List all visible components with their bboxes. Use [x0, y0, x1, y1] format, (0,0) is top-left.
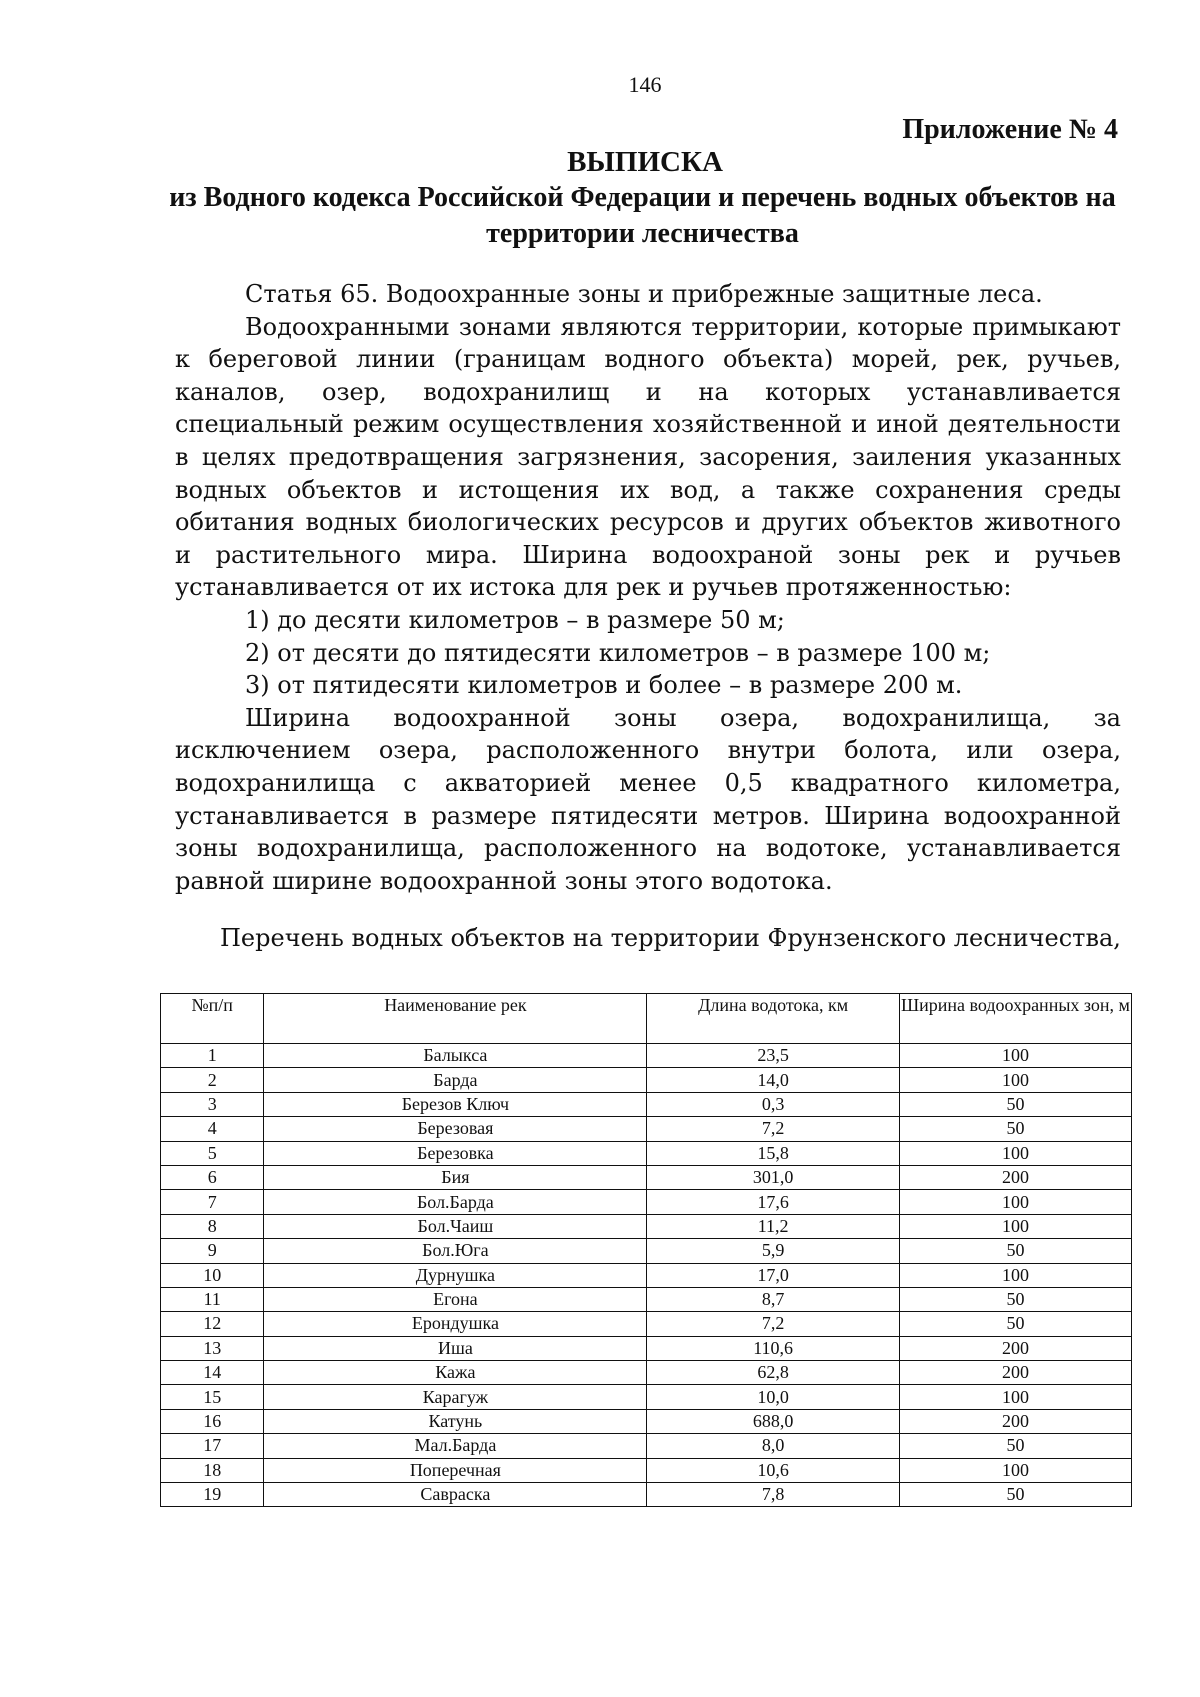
list-item: 1) до десяти километров – в размере 50 м; [245, 605, 785, 634]
table-row [161, 1165, 1132, 1189]
river-name-cell: Барда [264, 1068, 647, 1092]
length-cell: 15,8 [647, 1141, 900, 1165]
length-cell: 11,2 [647, 1214, 900, 1238]
table-row [161, 1092, 1132, 1116]
header-river-name: Наименование рек [264, 994, 647, 1044]
table-row [161, 1044, 1132, 1068]
length-cell: 14,0 [647, 1068, 900, 1092]
table-row [161, 1117, 1132, 1141]
length-cell: 17,0 [647, 1263, 900, 1287]
zone-width-cell: 200 [899, 1336, 1131, 1360]
row-number-cell: 18 [161, 1458, 264, 1482]
river-name-cell: Бол.Юга [264, 1239, 647, 1263]
river-name-cell: Березовка [264, 1141, 647, 1165]
row-number-cell: 8 [161, 1214, 264, 1238]
river-name-cell: Дурнушка [264, 1263, 647, 1287]
list-item: 2) от десяти до пятидесяти километров – в размере 100 м; [245, 638, 991, 667]
zone-width-cell: 50 [899, 1287, 1131, 1311]
length-cell: 7,8 [647, 1483, 900, 1507]
length-cell: 17,6 [647, 1190, 900, 1214]
row-number-cell: 11 [161, 1287, 264, 1311]
appendix-label: Приложение № 4 [902, 114, 1118, 145]
row-number-cell: 6 [161, 1165, 264, 1189]
row-number-cell: 16 [161, 1409, 264, 1433]
list-item: 3) от пятидесяти километров и более – в размере 200 м. [245, 671, 963, 700]
zone-width-cell: 50 [899, 1483, 1131, 1507]
document-body [175, 278, 1121, 897]
river-name-cell: Карагуж [264, 1385, 647, 1409]
table-row [161, 1483, 1132, 1507]
length-cell: 110,6 [647, 1336, 900, 1360]
length-cell: 23,5 [647, 1044, 900, 1068]
header-number: №п/п [161, 994, 264, 1044]
river-name-cell: Катунь [264, 1409, 647, 1433]
zone-width-cell: 100 [899, 1190, 1131, 1214]
page-number: 146 [628, 72, 662, 97]
row-number-cell: 10 [161, 1263, 264, 1287]
table-row [161, 1458, 1132, 1482]
zone-width-cell: 50 [899, 1117, 1131, 1141]
table-row [161, 1287, 1132, 1311]
paragraph-water-protection-zones: Водоохранными зонами являются территории, которые примыкают к береговой линии (границам водного объекта) морей, рек, ручьев, каналов, озер, водохранилищ и на которых устанавливается специальный режим осуществления хозяйственной и иной деятельности в целях предотвращения загрязнения, засорения, заиления указанных водных объектов и истощения их вод, а также сохранения среды обитания водных биологических ресурсов и других объектов животного и растительного мира. Ширина водоохраной зоны рек и ручьев устанавливается от их истока для рек и ручьев протяженностью: [175, 312, 1121, 602]
zone-width-cell: 100 [899, 1385, 1131, 1409]
zone-width-cell: 100 [899, 1214, 1131, 1238]
zone-width-cell: 50 [899, 1239, 1131, 1263]
length-cell: 10,0 [647, 1385, 900, 1409]
zone-width-cell: 200 [899, 1361, 1131, 1385]
table-caption: Перечень водных объектов на территории Фрунзенского лесничества, [220, 924, 1121, 952]
rivers-table [160, 993, 1132, 1507]
zone-width-cell: 100 [899, 1044, 1131, 1068]
row-number-cell: 14 [161, 1361, 264, 1385]
table-row [161, 1312, 1132, 1336]
river-name-cell: Кажа [264, 1361, 647, 1385]
document-title: ВЫПИСКА [567, 146, 723, 178]
table-row [161, 1141, 1132, 1165]
table-row [161, 1385, 1132, 1409]
river-name-cell: Балыкса [264, 1044, 647, 1068]
row-number-cell: 2 [161, 1068, 264, 1092]
length-cell: 688,0 [647, 1409, 900, 1433]
zone-width-cell: 50 [899, 1312, 1131, 1336]
length-cell: 0,3 [647, 1092, 900, 1116]
table-row [161, 1190, 1132, 1214]
river-name-cell: Березов Ключ [264, 1092, 647, 1116]
zone-width-cell: 100 [899, 1458, 1131, 1482]
river-name-cell: Иша [264, 1336, 647, 1360]
length-cell: 7,2 [647, 1312, 900, 1336]
zone-width-cell: 200 [899, 1409, 1131, 1433]
river-name-cell: Ерондушка [264, 1312, 647, 1336]
row-number-cell: 9 [161, 1239, 264, 1263]
table-row [161, 1068, 1132, 1092]
zone-width-cell: 100 [899, 1141, 1131, 1165]
header-length: Длина водотока, км [647, 994, 900, 1044]
table-row [161, 1409, 1132, 1433]
zone-width-cell: 50 [899, 1434, 1131, 1458]
length-cell: 5,9 [647, 1239, 900, 1263]
paragraph-lake-zones: Ширина водоохранной зоны озера, водохранилища, за исключением озера, расположенного внутри болота, или озера, водохранилища с акваторией менее 0,5 квадратного километра, устанавливается в размере пятидесяти метров. Ширина водоохранной зоны водохранилища, расположенного на водотоке, устанавливается равной ширине водоохранной зоны этого водотока. [175, 703, 1121, 895]
length-cell: 301,0 [647, 1165, 900, 1189]
river-name-cell: Савраска [264, 1483, 647, 1507]
table-row [161, 1214, 1132, 1238]
length-cell: 10,6 [647, 1458, 900, 1482]
zone-width-cell: 200 [899, 1165, 1131, 1189]
river-name-cell: Егона [264, 1287, 647, 1311]
table-row [161, 1239, 1132, 1263]
article-heading: Статья 65. Водоохранные зоны и прибрежные защитные леса. [245, 280, 1043, 308]
header-zone-width: Ширина водоохранных зон, м [899, 994, 1131, 1044]
row-number-cell: 3 [161, 1092, 264, 1116]
row-number-cell: 15 [161, 1385, 264, 1409]
river-name-cell: Березовая [264, 1117, 647, 1141]
river-name-cell: Бол.Барда [264, 1190, 647, 1214]
document-subtitle: из Водного кодекса Российской Федерации и перечень водных объектов на территории лесничества [169, 182, 1116, 249]
row-number-cell: 5 [161, 1141, 264, 1165]
table-header-row [161, 994, 1132, 1044]
zone-width-cell: 100 [899, 1263, 1131, 1287]
zone-width-cell: 50 [899, 1092, 1131, 1116]
row-number-cell: 17 [161, 1434, 264, 1458]
length-cell: 8,7 [647, 1287, 900, 1311]
zone-width-cell: 100 [899, 1068, 1131, 1092]
length-cell: 62,8 [647, 1361, 900, 1385]
table-row [161, 1263, 1132, 1287]
table-row [161, 1336, 1132, 1360]
row-number-cell: 1 [161, 1044, 264, 1068]
river-name-cell: Бол.Чаиш [264, 1214, 647, 1238]
table-row [161, 1361, 1132, 1385]
length-cell: 8,0 [647, 1434, 900, 1458]
river-name-cell: Поперечная [264, 1458, 647, 1482]
row-number-cell: 19 [161, 1483, 264, 1507]
river-name-cell: Мал.Барда [264, 1434, 647, 1458]
row-number-cell: 12 [161, 1312, 264, 1336]
river-name-cell: Бия [264, 1165, 647, 1189]
table-row [161, 1434, 1132, 1458]
rivers-table-body [161, 1044, 1132, 1507]
row-number-cell: 4 [161, 1117, 264, 1141]
row-number-cell: 7 [161, 1190, 264, 1214]
length-cell: 7,2 [647, 1117, 900, 1141]
row-number-cell: 13 [161, 1336, 264, 1360]
